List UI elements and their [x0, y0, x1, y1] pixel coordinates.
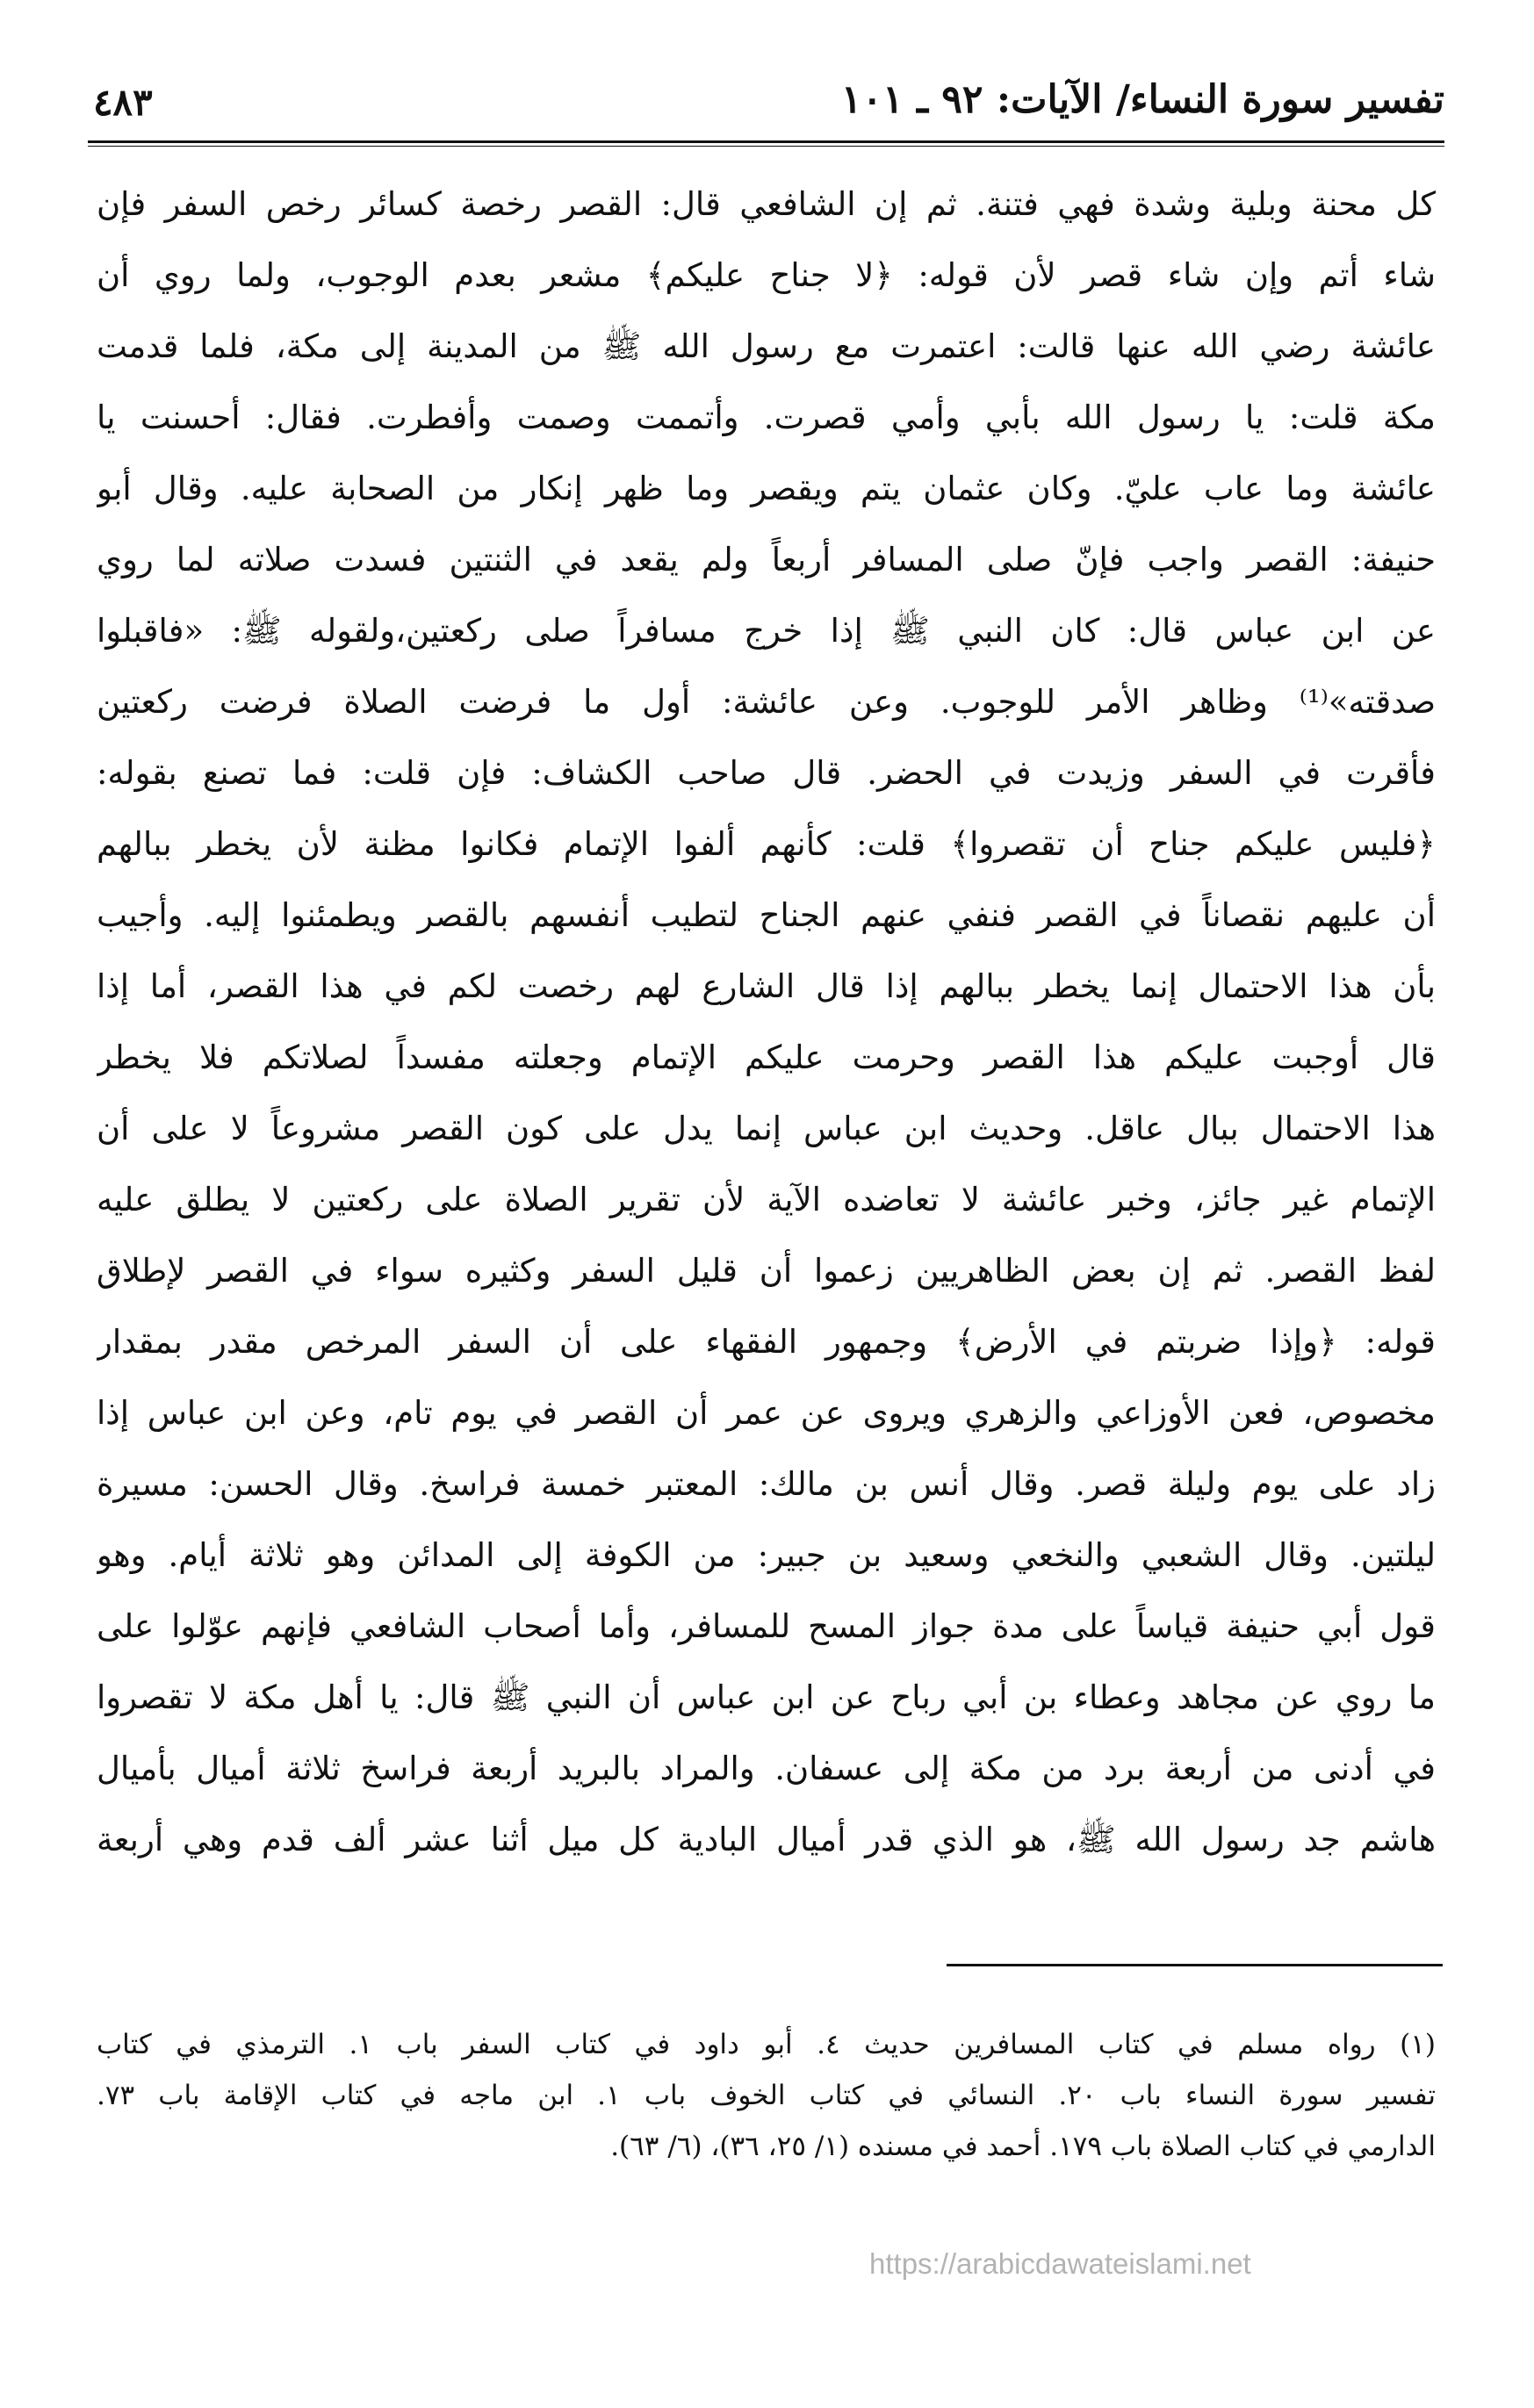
body-line: حنيفة: القصر واجب فإنّ صلى المسافر أربعاً ولم يقعد في الثنتين فسدت صلاته لما روي [97, 541, 1436, 579]
page-number: ٤٨٣ [93, 81, 153, 124]
body-line: فأقرت في السفر وزيدت في الحضر. قال صاحب الكشاف: فإن قلت: فما تصنع بقوله: [97, 754, 1436, 792]
body-line: عائشة رضي الله عنها قالت: اعتمرت مع رسول الله ﷺ من المدينة إلى مكة، فلما قدمت [97, 327, 1436, 365]
body-line: عائشة وما عاب عليّ. وكان عثمان يتم ويقصر وما ظهر إنكار من الصحابة عليه. وقال أبو [97, 470, 1436, 507]
body-line: ما روي عن مجاهد وعطاء بن أبي رباح عن ابن عباس أن النبي ﷺ قال: يا أهل مكة لا تقصروا [97, 1678, 1436, 1716]
body-line: بأن هذا الاحتمال إنما يخطر ببالهم إذا قال الشارع لهم رخصت لكم في هذا القصر، أما إذا [97, 967, 1436, 1005]
body-text [97, 169, 1436, 1875]
body-line: ليلتين. وقال الشعبي والنخعي وسعيد بن جبير: من الكوفة إلى المدائن وهو ثلاثة أيام. وهو [97, 1536, 1436, 1574]
body-line: عن ابن عباس قال: كان النبي ﷺ إذا خرج مسافراً صلى ركعتين،ولقوله ﷺ: «فاقبلوا [97, 612, 1436, 650]
page-header [88, 77, 1444, 139]
page-title: تفسير سورة النساء/ الآيات: ٩٢ ـ ١٠١ [840, 77, 1444, 122]
body-line: صدقته»⁽¹⁾ وظاهر الأمر للوجوب. وعن عائشة: أول ما فرضت الصلاة فرضت ركعتين [97, 683, 1436, 721]
body-line: أن عليهم نقصاناً في القصر فنفي عنهم الجناح لتطيب أنفسهم بالقصر ويطمئنوا إليه. وأجيب [97, 896, 1436, 934]
body-line: كل محنة وبلية وشدة فهي فتنة. ثم إن الشافعي قال: القصر رخصة كسائر رخص السفر فإن [97, 185, 1436, 223]
footnotes [97, 2019, 1436, 2172]
body-line: هذا الاحتمال ببال عاقل. وحديث ابن عباس إنما يدل على كون القصر مشروعاً لا على أن [97, 1110, 1436, 1147]
header-rule [88, 140, 1444, 147]
body-line: قال أوجبت عليكم هذا القصر وحرمت عليكم الإتمام وجعلته مفسداً لصلاتكم فلا يخطر [97, 1039, 1436, 1076]
footnote-line: تفسير سورة النساء باب ٢٠. النسائي في كتاب الخوف باب ١. ابن ماجه في كتاب الإقامة باب ٧٣. [97, 2080, 1436, 2111]
body-line: مخصوص، فعن الأوزاعي والزهري ويروى عن عمر أن القصر في يوم تام، وعن ابن عباس إذا [97, 1394, 1436, 1432]
body-line: لفظ القصر. ثم إن بعض الظاهريين زعموا أن قليل السفر وكثيره سواء في القصر لإطلاق [97, 1252, 1436, 1290]
footnote-separator [947, 1964, 1443, 1966]
body-line: الإتمام غير جائز، وخبر عائشة لا تعاضده الآية لأن تقرير الصلاة على ركعتين لا يطلق عليه [97, 1181, 1436, 1218]
body-line: في أدنى من أربعة برد من مكة إلى عسفان. والمراد بالبريد أربعة فراسخ ثلاثة أميال بأميال [97, 1750, 1436, 1787]
body-line: ﴿فليس عليكم جناح أن تقصروا﴾ قلت: كأنهم ألفوا الإتمام فكانوا مظنة لأن يخطر ببالهم [97, 825, 1436, 863]
body-line: مكة قلت: يا رسول الله بأبي وأمي قصرت. وأتممت وصمت وأفطرت. فقال: أحسنت يا [97, 399, 1436, 436]
body-line: زاد على يوم وليلة قصر. وقال أنس بن مالك: المعتبر خمسة فراسخ. وقال الحسن: مسيرة [97, 1465, 1436, 1503]
body-line: قول أبي حنيفة قياساً على مدة جواز المسح للمسافر، وأما أصحاب الشافعي فإنهم عوّلوا على [97, 1607, 1436, 1645]
body-line: قوله: ﴿وإذا ضربتم في الأرض﴾ وجمهور الفقهاء على أن السفر المرخص مقدر بمقدار [97, 1323, 1436, 1361]
watermark-url: https://arabicdawateislami.net [869, 2247, 1251, 2280]
body-line: شاء أتم وإن شاء قصر لأن قوله: ﴿لا جناح عليكم﴾ مشعر بعدم الوجوب، ولما روي أن [97, 256, 1436, 294]
footnote-line: الدارمي في كتاب الصلاة باب ١٧٩. أحمد في مسنده (١/ ٢٥، ٣٦)، (٦/ ٦٣). [610, 2131, 1436, 2162]
body-line: هاشم جد رسول الله ﷺ، هو الذي قدر أميال البادية كل ميل أثنا عشر ألف قدم وهي أربعة [97, 1821, 1436, 1858]
footnote-line: (١) رواه مسلم في كتاب المسافرين حديث ٤. أبو داود في كتاب السفر باب ١. الترمذي في كتاب [97, 2029, 1436, 2060]
